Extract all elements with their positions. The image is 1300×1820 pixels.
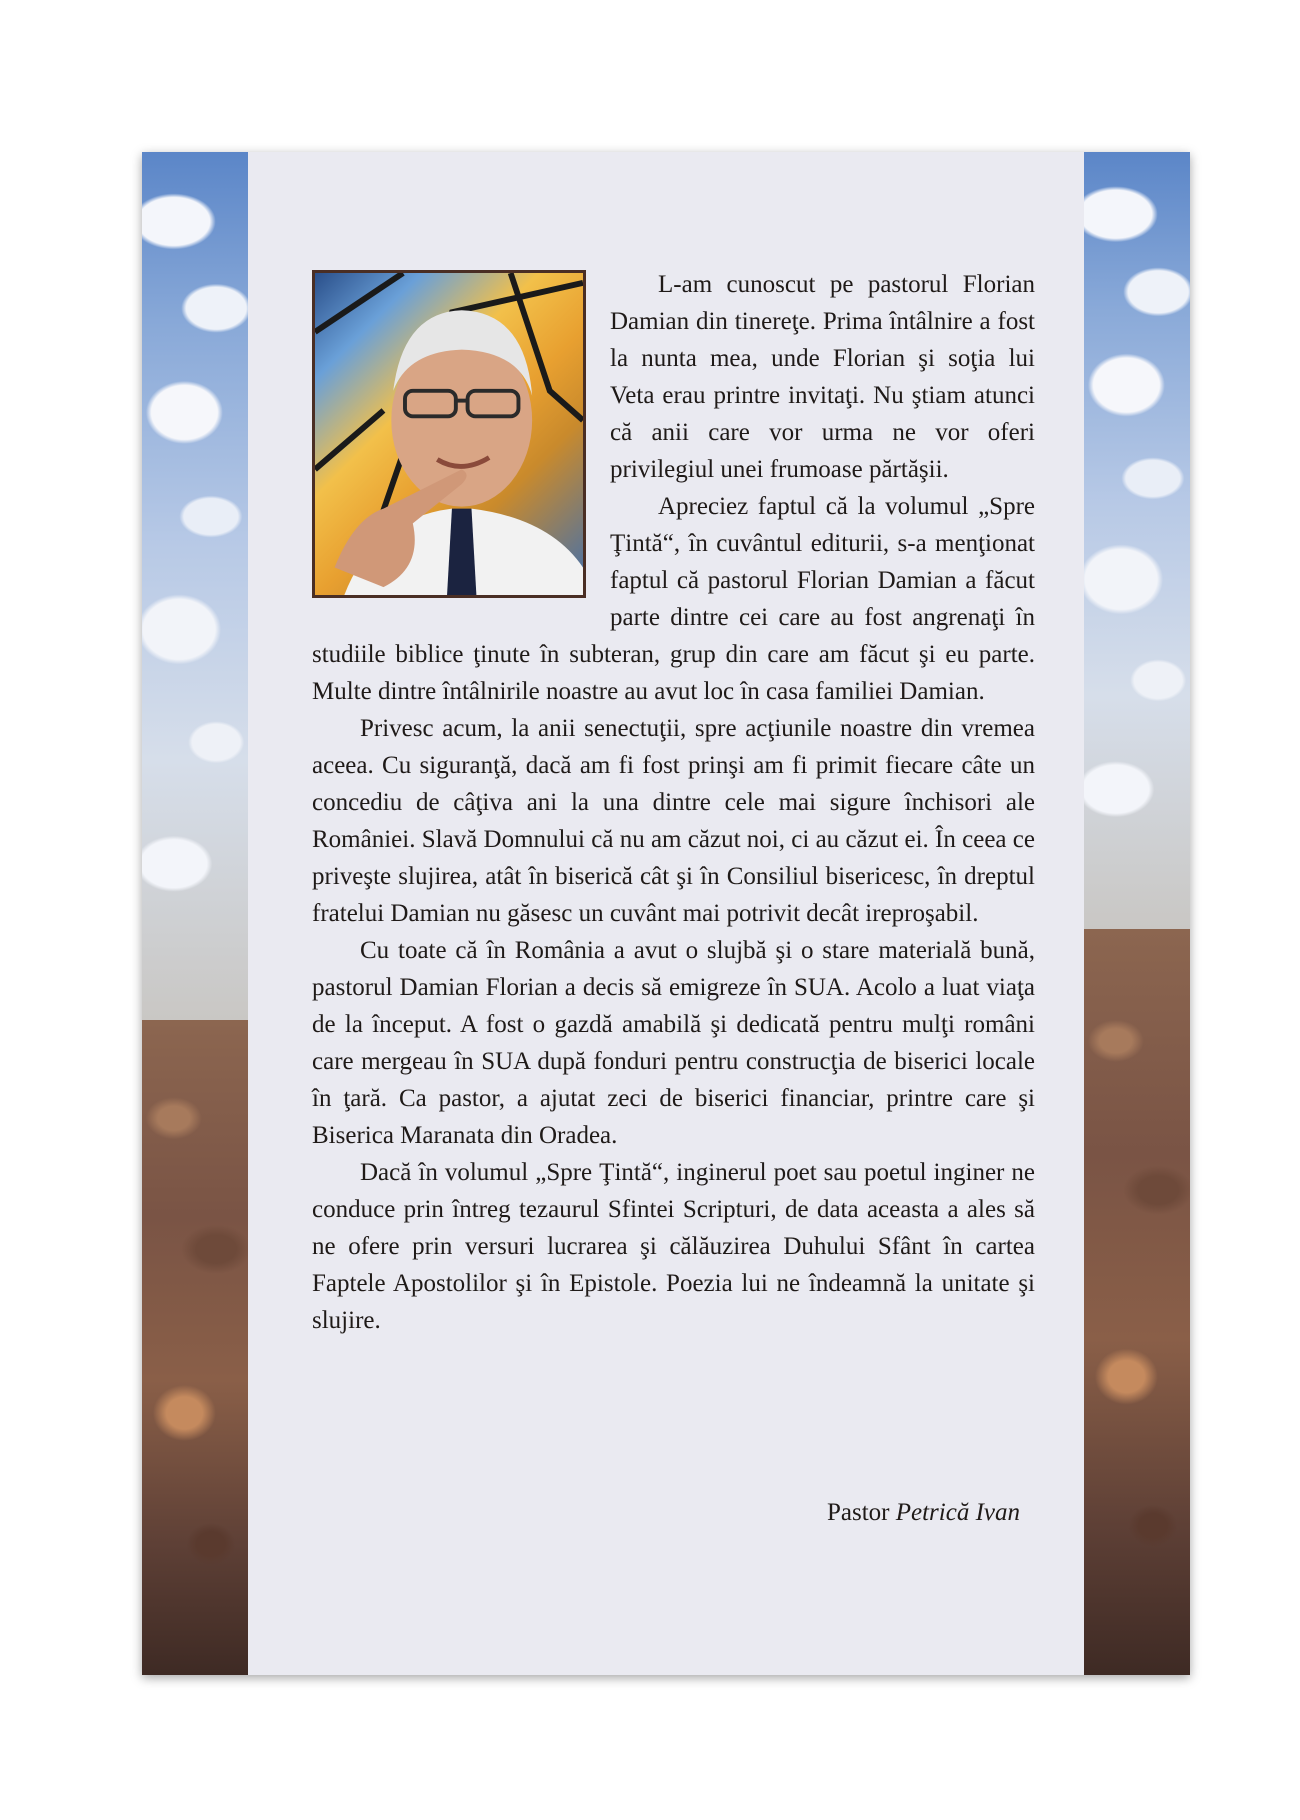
cover-image-strip-left [142, 152, 248, 1675]
signature [827, 1499, 1020, 1527]
signature-name: Petrică Ivan [895, 1499, 1020, 1526]
text-panel [248, 152, 1084, 1675]
signature-title: Pastor [826, 1499, 896, 1526]
rock-image [142, 1020, 248, 1675]
paragraph: Dacă în volumul „Spre Ţintă“, inginerul poet sau poetul inginer ne conduce prin întreg tezaurul Sfintei Scripturi, de data aceasta a ales să ne ofere prin versuri lucrarea şi călăuzirea Duhului Sfânt în cartea Faptele Apostolilor şi în Epistole. Poezia lui ne îndeamnă la unitate şi slujire. [312, 1159, 1035, 1334]
photo-text-wrap [312, 266, 610, 601]
sky-image [142, 152, 248, 1020]
cover-image-strip-right [1084, 152, 1190, 1675]
article-text [312, 266, 1035, 1339]
paragraph: Cu toate că în România a avut o slujbă şi o stare materială bună, pastorul Damian Florian a decis să emigreze în SUA. Acolo a luat viaţa de la început. A fost o gazdă amabilă şi dedicată pentru mulţi români care mergeau în SUA după fonduri pentru construcţia de biserici locale în ţară. Ca pastor, a ajutat zeci de biserici financiar, printre care şi Biserica Maranata din Oradea. [312, 937, 1035, 1149]
rock-image [1084, 929, 1190, 1675]
sky-image [1084, 152, 1190, 929]
paragraph: Privesc acum, la anii senectuţii, spre acţiunile noastre din vremea aceea. Cu siguranţă, dacă am fi fost prinşi am fi primit fiecare câte un concediu de câţiva ani la una dintre cele mai sigure închisori ale României. Slavă Domnului că nu am căzut noi, ci au căzut ei. În ceea ce priveşte slujirea, atât în biserică cât şi în Consiliul bisericesc, în dreptul fratelui Damian nu găsesc un cuvânt mai potrivit decât ireproşabil. [312, 715, 1035, 927]
paragraph: L-am cunoscut pe pastorul Florian Damian din tinereţe. Prima întâlnire a fost la nunta mea, unde Florian şi soţia lui Veta erau printre invitaţi. Nu ştiam atunci că anii care vor urma ne vor oferi privilegiul unei frumoase părtăşii. [610, 271, 1035, 483]
book-back-cover [142, 152, 1190, 1675]
paragraph: Apreciez faptul că la volumul „Spre Ţintă“, în cuvântul editurii, s-a menţionat faptul că pastorul Florian Damian a făcut parte dintre cei care au fost angrenaţi în studiile biblice ţinute în subteran, grup din care am făcut şi eu parte. Multe dintre întâlnirile noastre au avut loc în casa familiei Damian. [312, 493, 1035, 705]
